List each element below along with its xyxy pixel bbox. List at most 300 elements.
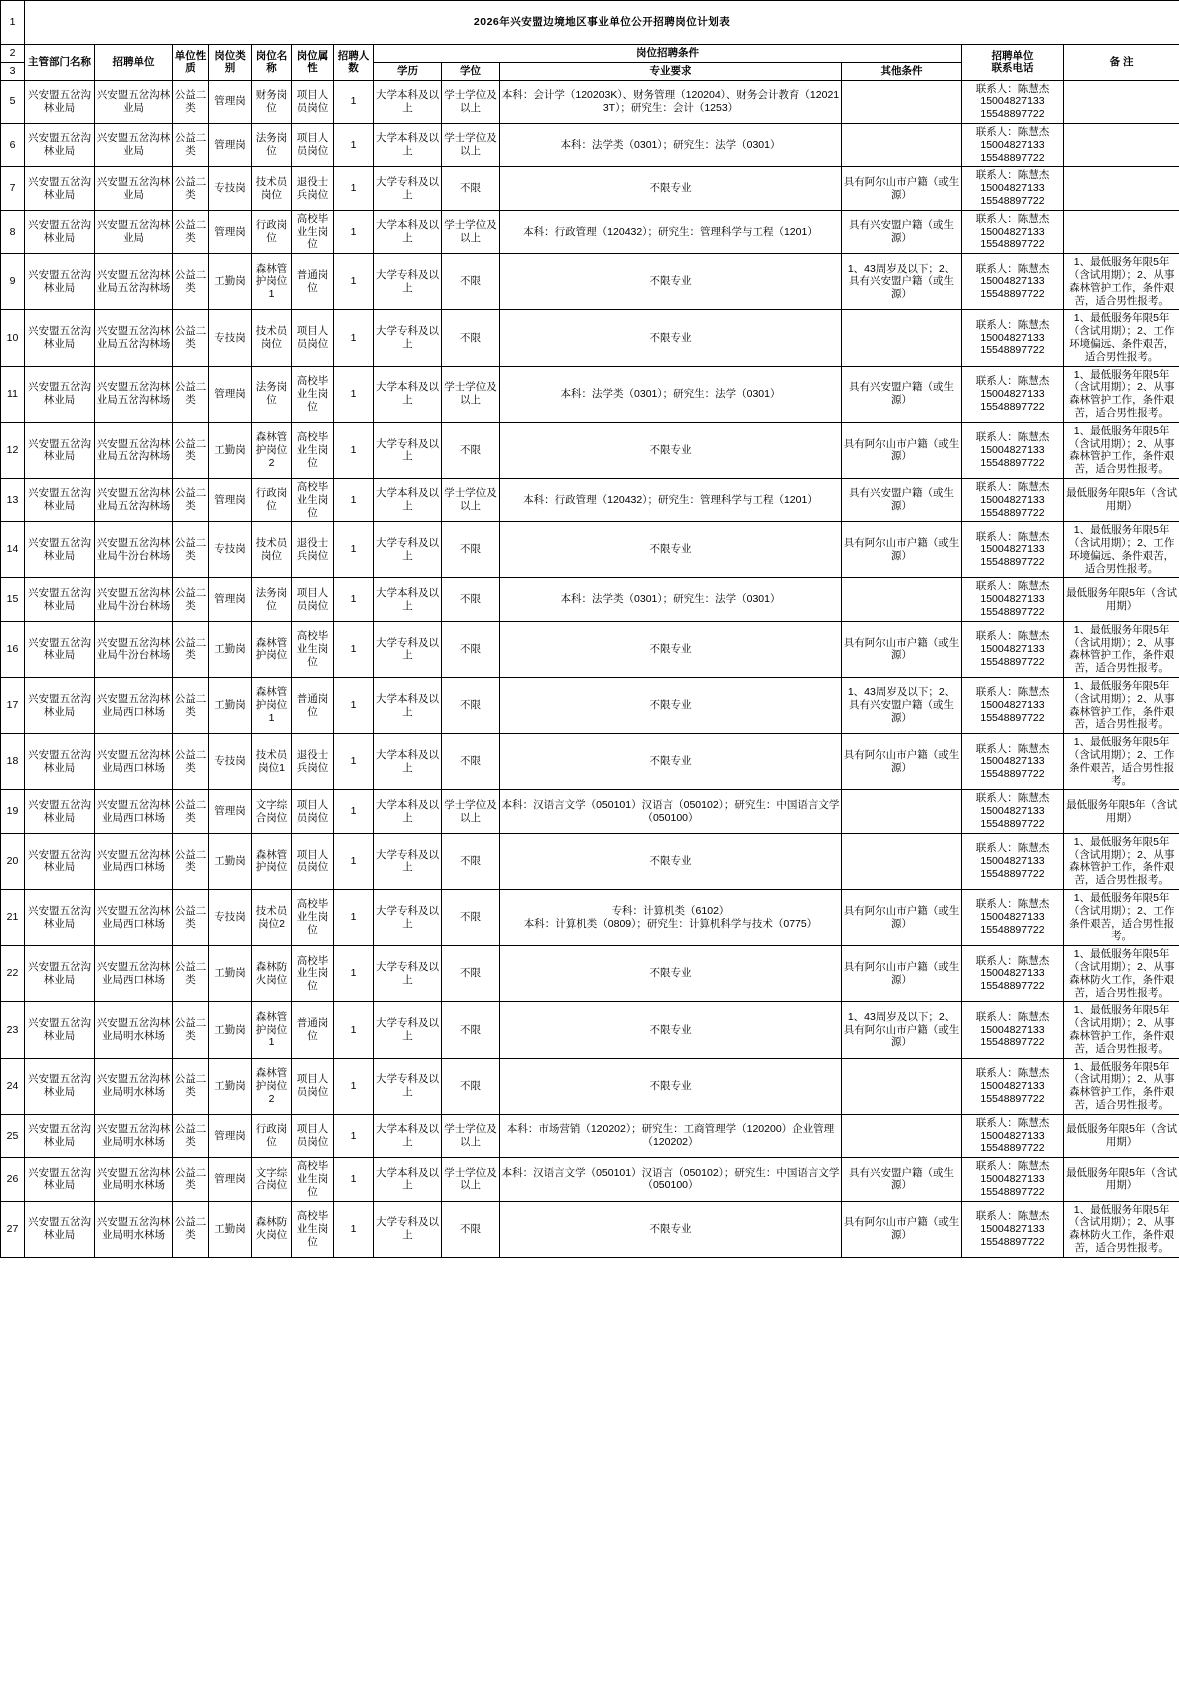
cell-phone: 联系人：陈慧杰 15004827133 15548897722 — [962, 123, 1064, 166]
cell-other — [842, 123, 962, 166]
cell-education: 大学专科及以上 — [374, 946, 442, 1002]
cell-dept: 兴安盟五岔沟林业局 — [25, 833, 95, 889]
cell-nature: 公益二类 — [173, 734, 209, 790]
cell-category: 工勤岗 — [209, 946, 252, 1002]
cell-major: 不限专业 — [500, 422, 842, 478]
cell-nature: 公益二类 — [173, 167, 209, 210]
cell-phone: 联系人：陈慧杰 15004827133 15548897722 — [962, 578, 1064, 621]
cell-degree: 学士学位及以上 — [442, 123, 500, 166]
col-header-degree: 学位 — [442, 62, 500, 80]
col-header-education: 学历 — [374, 62, 442, 80]
row-number: 10 — [1, 310, 25, 366]
cell-unit: 兴安盟五岔沟林业局五岔沟林场 — [95, 478, 173, 521]
cell-degree: 不限 — [442, 734, 500, 790]
cell-attribute: 高校毕业生岗位 — [292, 422, 334, 478]
cell-count: 1 — [334, 1058, 374, 1114]
cell-major: 不限专业 — [500, 621, 842, 677]
row-number: 21 — [1, 890, 25, 946]
col-header-group-conditions: 岗位招聘条件 — [374, 45, 962, 63]
row-number: 26 — [1, 1158, 25, 1201]
cell-phone: 联系人：陈慧杰 15004827133 15548897722 — [962, 621, 1064, 677]
cell-nature: 公益二类 — [173, 123, 209, 166]
table-row — [1, 1158, 1179, 1201]
page-title: 2026年兴安盟边境地区事业单位公开招聘岗位计划表 — [25, 1, 1179, 45]
cell-count: 1 — [334, 578, 374, 621]
cell-attribute: 高校毕业生岗位 — [292, 946, 334, 1002]
cell-phone: 联系人：陈慧杰 15004827133 15548897722 — [962, 167, 1064, 210]
col-header-major: 专业要求 — [500, 62, 842, 80]
cell-category: 管理岗 — [209, 123, 252, 166]
table-row — [1, 522, 1179, 578]
cell-dept: 兴安盟五岔沟林业局 — [25, 210, 95, 253]
row-number: 6 — [1, 123, 25, 166]
cell-nature: 公益二类 — [173, 478, 209, 521]
cell-phone: 联系人：陈慧杰 15004827133 15548897722 — [962, 890, 1064, 946]
cell-major: 本科：法学类（0301）；研究生：法学（0301） — [500, 366, 842, 422]
cell-education: 大学专科及以上 — [374, 167, 442, 210]
cell-attribute: 普通岗位 — [292, 254, 334, 310]
col-header-phone-line1: 招聘单位 — [991, 49, 1034, 62]
cell-jobname: 技术员岗位 — [252, 167, 292, 210]
cell-jobname: 森林管护岗位1 — [252, 678, 292, 734]
cell-other: 具有阿尔山市户籍（或生源） — [842, 890, 962, 946]
cell-dept: 兴安盟五岔沟林业局 — [25, 678, 95, 734]
cell-phone: 联系人：陈慧杰 15004827133 15548897722 — [962, 422, 1064, 478]
table-row — [1, 621, 1179, 677]
cell-phone: 联系人：陈慧杰 15004827133 15548897722 — [962, 946, 1064, 1002]
cell-degree: 学士学位及以上 — [442, 790, 500, 833]
cell-nature: 公益二类 — [173, 1114, 209, 1157]
row-number: 12 — [1, 422, 25, 478]
cell-nature: 公益二类 — [173, 1201, 209, 1257]
col-header-unit: 招聘单位 — [95, 45, 173, 81]
cell-phone: 联系人：陈慧杰 15004827133 15548897722 — [962, 1158, 1064, 1201]
cell-unit: 兴安盟五岔沟林业局明水林场 — [95, 1114, 173, 1157]
header-row-top — [1, 45, 1179, 63]
cell-unit: 兴安盟五岔沟林业局西口林场 — [95, 678, 173, 734]
cell-dept: 兴安盟五岔沟林业局 — [25, 522, 95, 578]
cell-other: 具有兴安盟户籍（或生源） — [842, 1158, 962, 1201]
cell-nature: 公益二类 — [173, 678, 209, 734]
cell-major: 本科：法学类（0301）；研究生：法学（0301） — [500, 578, 842, 621]
cell-education: 大学本科及以上 — [374, 366, 442, 422]
cell-degree: 不限 — [442, 890, 500, 946]
cell-attribute: 高校毕业生岗位 — [292, 1158, 334, 1201]
cell-degree: 不限 — [442, 678, 500, 734]
cell-attribute: 普通岗位 — [292, 678, 334, 734]
cell-other: 1、43周岁及以下；2、具有兴安盟户籍（或生源） — [842, 254, 962, 310]
cell-attribute: 项目人员岗位 — [292, 578, 334, 621]
cell-count: 1 — [334, 254, 374, 310]
cell-major: 不限专业 — [500, 522, 842, 578]
cell-dept: 兴安盟五岔沟林业局 — [25, 123, 95, 166]
cell-education: 大学本科及以上 — [374, 1158, 442, 1201]
cell-count: 1 — [334, 1114, 374, 1157]
cell-count: 1 — [334, 123, 374, 166]
cell-jobname: 森林管护岗位1 — [252, 1002, 292, 1058]
cell-attribute: 项目人员岗位 — [292, 310, 334, 366]
cell-count: 1 — [334, 734, 374, 790]
cell-dept: 兴安盟五岔沟林业局 — [25, 80, 95, 123]
cell-jobname: 行政岗位 — [252, 210, 292, 253]
cell-remark — [1064, 80, 1179, 123]
table-body — [1, 1, 1179, 1258]
cell-remark — [1064, 123, 1179, 166]
table-row — [1, 890, 1179, 946]
cell-degree: 不限 — [442, 1002, 500, 1058]
cell-remark: 最低服务年限5年（含试用期） — [1064, 790, 1179, 833]
row-number-1: 1 — [1, 1, 25, 45]
cell-education: 大学专科及以上 — [374, 422, 442, 478]
cell-nature: 公益二类 — [173, 1158, 209, 1201]
cell-degree: 学士学位及以上 — [442, 478, 500, 521]
cell-other: 1、43周岁及以下；2、具有兴安盟户籍（或生源） — [842, 678, 962, 734]
cell-count: 1 — [334, 946, 374, 1002]
row-number: 18 — [1, 734, 25, 790]
cell-remark — [1064, 210, 1179, 253]
table-row — [1, 478, 1179, 521]
cell-other — [842, 1058, 962, 1114]
cell-degree: 不限 — [442, 167, 500, 210]
row-number: 17 — [1, 678, 25, 734]
cell-category: 管理岗 — [209, 1114, 252, 1157]
cell-attribute: 高校毕业生岗位 — [292, 210, 334, 253]
cell-count: 1 — [334, 1158, 374, 1201]
cell-jobname: 森林管护岗位 — [252, 833, 292, 889]
cell-nature: 公益二类 — [173, 210, 209, 253]
cell-count: 1 — [334, 833, 374, 889]
cell-other: 具有阿尔山市户籍（或生源） — [842, 522, 962, 578]
cell-nature: 公益二类 — [173, 422, 209, 478]
cell-attribute: 高校毕业生岗位 — [292, 478, 334, 521]
cell-education: 大学本科及以上 — [374, 478, 442, 521]
cell-unit: 兴安盟五岔沟林业局牛汾台林场 — [95, 522, 173, 578]
cell-dept: 兴安盟五岔沟林业局 — [25, 734, 95, 790]
cell-category: 专技岗 — [209, 734, 252, 790]
cell-remark: 1、最低服务年限5年（含试用期）；2、从事森林管护工作，条件艰苦，适合男性报考。 — [1064, 833, 1179, 889]
cell-remark: 1、最低服务年限5年（含试用期）；2、工作环境偏远、条件艰苦，适合男性报考。 — [1064, 310, 1179, 366]
cell-unit: 兴安盟五岔沟林业局明水林场 — [95, 1002, 173, 1058]
cell-attribute: 项目人员岗位 — [292, 833, 334, 889]
cell-attribute: 项目人员岗位 — [292, 123, 334, 166]
row-number: 20 — [1, 833, 25, 889]
cell-count: 1 — [334, 210, 374, 253]
cell-degree: 不限 — [442, 578, 500, 621]
cell-remark: 最低服务年限5年（含试用期） — [1064, 1158, 1179, 1201]
cell-nature: 公益二类 — [173, 366, 209, 422]
cell-remark — [1064, 167, 1179, 210]
cell-unit: 兴安盟五岔沟林业局 — [95, 80, 173, 123]
table-row — [1, 422, 1179, 478]
table-row — [1, 1201, 1179, 1257]
cell-unit: 兴安盟五岔沟林业局西口林场 — [95, 946, 173, 1002]
cell-remark: 1、最低服务年限5年（含试用期）；2、工作环境偏远、条件艰苦，适合男性报考。 — [1064, 522, 1179, 578]
cell-other: 1、43周岁及以下；2、具有阿尔山市户籍（或生源） — [842, 1002, 962, 1058]
cell-jobname: 文字综合岗位 — [252, 1158, 292, 1201]
col-header-nature: 单位性质 — [173, 45, 209, 81]
cell-degree: 不限 — [442, 621, 500, 677]
cell-jobname: 森林管护岗位2 — [252, 1058, 292, 1114]
cell-category: 工勤岗 — [209, 1201, 252, 1257]
cell-remark: 1、最低服务年限5年（含试用期）；2、工作条件艰苦，适合男性报考。 — [1064, 890, 1179, 946]
cell-other — [842, 310, 962, 366]
cell-education: 大学专科及以上 — [374, 254, 442, 310]
cell-nature: 公益二类 — [173, 790, 209, 833]
table-row — [1, 790, 1179, 833]
cell-dept: 兴安盟五岔沟林业局 — [25, 167, 95, 210]
cell-unit: 兴安盟五岔沟林业局牛汾台林场 — [95, 621, 173, 677]
cell-attribute: 项目人员岗位 — [292, 80, 334, 123]
cell-unit: 兴安盟五岔沟林业局明水林场 — [95, 1201, 173, 1257]
cell-other: 具有阿尔山市户籍（或生源） — [842, 1201, 962, 1257]
cell-degree: 学士学位及以上 — [442, 366, 500, 422]
cell-nature: 公益二类 — [173, 1002, 209, 1058]
cell-count: 1 — [334, 478, 374, 521]
cell-phone: 联系人：陈慧杰 15004827133 15548897722 — [962, 1114, 1064, 1157]
cell-major: 不限专业 — [500, 310, 842, 366]
cell-count: 1 — [334, 1201, 374, 1257]
table-row — [1, 1058, 1179, 1114]
cell-attribute: 高校毕业生岗位 — [292, 366, 334, 422]
cell-nature: 公益二类 — [173, 890, 209, 946]
cell-major: 本科：法学类（0301）；研究生：法学（0301） — [500, 123, 842, 166]
cell-degree: 不限 — [442, 254, 500, 310]
cell-major: 不限专业 — [500, 1002, 842, 1058]
cell-degree: 学士学位及以上 — [442, 1114, 500, 1157]
cell-dept: 兴安盟五岔沟林业局 — [25, 1114, 95, 1157]
cell-remark: 1、最低服务年限5年（含试用期）；2、从事森林管护工作，条件艰苦，适合男性报考。 — [1064, 621, 1179, 677]
cell-other: 具有兴安盟户籍（或生源） — [842, 366, 962, 422]
cell-unit: 兴安盟五岔沟林业局西口林场 — [95, 734, 173, 790]
table-row — [1, 254, 1179, 310]
cell-remark: 1、最低服务年限5年（含试用期）；2、从事森林防火工作，条件艰苦，适合男性报考。 — [1064, 946, 1179, 1002]
cell-major: 本科：行政管理（120432）；研究生：管理科学与工程（1201） — [500, 478, 842, 521]
cell-count: 1 — [334, 366, 374, 422]
cell-count: 1 — [334, 890, 374, 946]
cell-jobname: 法务岗位 — [252, 123, 292, 166]
cell-unit: 兴安盟五岔沟林业局 — [95, 123, 173, 166]
col-header-remark: 备 注 — [1064, 45, 1179, 81]
cell-major: 本科：汉语言文学（050101）汉语言（050102）；研究生：中国语言文学（050100） — [500, 790, 842, 833]
cell-unit: 兴安盟五岔沟林业局五岔沟林场 — [95, 310, 173, 366]
cell-category: 专技岗 — [209, 522, 252, 578]
cell-other: 具有阿尔山市户籍（或生源） — [842, 734, 962, 790]
cell-phone: 联系人：陈慧杰 15004827133 15548897722 — [962, 1201, 1064, 1257]
cell-phone: 联系人：陈慧杰 15004827133 15548897722 — [962, 310, 1064, 366]
cell-jobname: 技术员岗位 — [252, 310, 292, 366]
cell-degree: 不限 — [442, 833, 500, 889]
col-header-count: 招聘人数 — [334, 45, 374, 81]
cell-jobname: 行政岗位 — [252, 1114, 292, 1157]
cell-degree: 不限 — [442, 1201, 500, 1257]
cell-attribute: 项目人员岗位 — [292, 1114, 334, 1157]
row-number: 19 — [1, 790, 25, 833]
row-number-2: 2 — [1, 45, 25, 63]
cell-count: 1 — [334, 1002, 374, 1058]
cell-remark: 最低服务年限5年（含试用期） — [1064, 478, 1179, 521]
cell-other — [842, 578, 962, 621]
cell-education: 大学本科及以上 — [374, 734, 442, 790]
table-row — [1, 734, 1179, 790]
cell-major: 不限专业 — [500, 1058, 842, 1114]
cell-dept: 兴安盟五岔沟林业局 — [25, 946, 95, 1002]
cell-other — [842, 80, 962, 123]
cell-education: 大学专科及以上 — [374, 1058, 442, 1114]
cell-degree: 不限 — [442, 522, 500, 578]
cell-phone: 联系人：陈慧杰 15004827133 15548897722 — [962, 478, 1064, 521]
cell-count: 1 — [334, 522, 374, 578]
cell-jobname: 财务岗位 — [252, 80, 292, 123]
cell-count: 1 — [334, 422, 374, 478]
cell-degree: 学士学位及以上 — [442, 1158, 500, 1201]
cell-major: 不限专业 — [500, 833, 842, 889]
cell-remark: 1、最低服务年限5年（含试用期）；2、从事森林管护工作，条件艰苦，适合男性报考。 — [1064, 1002, 1179, 1058]
row-number: 13 — [1, 478, 25, 521]
cell-dept: 兴安盟五岔沟林业局 — [25, 366, 95, 422]
cell-degree: 不限 — [442, 310, 500, 366]
col-header-attribute: 岗位属性 — [292, 45, 334, 81]
cell-education: 大学本科及以上 — [374, 80, 442, 123]
cell-count: 1 — [334, 790, 374, 833]
cell-other: 具有兴安盟户籍（或生源） — [842, 210, 962, 253]
cell-remark: 1、最低服务年限5年（含试用期）；2、从事森林管护工作，条件艰苦，适合男性报考。 — [1064, 366, 1179, 422]
cell-major: 专科：计算机类（6102） 本科：计算机类（0809）；研究生：计算机科学与技术（0775） — [500, 890, 842, 946]
cell-phone: 联系人：陈慧杰 15004827133 15548897722 — [962, 1058, 1064, 1114]
cell-degree: 不限 — [442, 946, 500, 1002]
cell-other: 具有阿尔山市户籍（或生源） — [842, 422, 962, 478]
cell-major: 本科：汉语言文学（050101）汉语言（050102）；研究生：中国语言文学（050100） — [500, 1158, 842, 1201]
cell-phone: 联系人：陈慧杰 15004827133 15548897722 — [962, 80, 1064, 123]
cell-unit: 兴安盟五岔沟林业局五岔沟林场 — [95, 366, 173, 422]
cell-major: 本科：会计学（120203K）、财务管理（120204）、财务会计教育（120213T）；研究生：会计（1253） — [500, 80, 842, 123]
row-number: 27 — [1, 1201, 25, 1257]
cell-nature: 公益二类 — [173, 80, 209, 123]
cell-phone: 联系人：陈慧杰 15004827133 15548897722 — [962, 734, 1064, 790]
cell-count: 1 — [334, 310, 374, 366]
cell-degree: 学士学位及以上 — [442, 210, 500, 253]
cell-jobname: 文字综合岗位 — [252, 790, 292, 833]
cell-jobname: 森林管护岗位 — [252, 621, 292, 677]
table-row — [1, 678, 1179, 734]
cell-count: 1 — [334, 167, 374, 210]
cell-jobname: 技术员岗位 — [252, 522, 292, 578]
cell-unit: 兴安盟五岔沟林业局牛汾台林场 — [95, 578, 173, 621]
row-number: 25 — [1, 1114, 25, 1157]
cell-attribute: 高校毕业生岗位 — [292, 890, 334, 946]
cell-phone: 联系人：陈慧杰 15004827133 15548897722 — [962, 366, 1064, 422]
cell-remark: 1、最低服务年限5年（含试用期）；2、从事森林管护工作，条件艰苦，适合男性报考。 — [1064, 678, 1179, 734]
cell-education: 大学专科及以上 — [374, 522, 442, 578]
cell-nature: 公益二类 — [173, 833, 209, 889]
row-number: 11 — [1, 366, 25, 422]
cell-unit: 兴安盟五岔沟林业局西口林场 — [95, 833, 173, 889]
cell-phone: 联系人：陈慧杰 15004827133 15548897722 — [962, 522, 1064, 578]
cell-other: 具有兴安盟户籍（或生源） — [842, 478, 962, 521]
col-header-phone-line2: 联系电话 — [991, 62, 1034, 75]
cell-attribute: 普通岗位 — [292, 1002, 334, 1058]
cell-phone: 联系人：陈慧杰 15004827133 15548897722 — [962, 210, 1064, 253]
cell-other — [842, 833, 962, 889]
cell-education: 大学专科及以上 — [374, 310, 442, 366]
cell-category: 管理岗 — [209, 478, 252, 521]
cell-education: 大学本科及以上 — [374, 1114, 442, 1157]
table-row — [1, 833, 1179, 889]
cell-nature: 公益二类 — [173, 254, 209, 310]
cell-attribute: 高校毕业生岗位 — [292, 1201, 334, 1257]
cell-phone: 联系人：陈慧杰 15004827133 15548897722 — [962, 790, 1064, 833]
cell-dept: 兴安盟五岔沟林业局 — [25, 1158, 95, 1201]
row-number: 16 — [1, 621, 25, 677]
table-row — [1, 80, 1179, 123]
col-header-other: 其他条件 — [842, 62, 962, 80]
cell-remark: 最低服务年限5年（含试用期） — [1064, 578, 1179, 621]
row-number: 14 — [1, 522, 25, 578]
cell-category: 工勤岗 — [209, 422, 252, 478]
cell-other — [842, 1114, 962, 1157]
cell-category: 工勤岗 — [209, 254, 252, 310]
cell-category: 工勤岗 — [209, 678, 252, 734]
row-number-3: 3 — [1, 62, 25, 80]
cell-education: 大学本科及以上 — [374, 790, 442, 833]
cell-dept: 兴安盟五岔沟林业局 — [25, 1002, 95, 1058]
cell-major: 不限专业 — [500, 167, 842, 210]
cell-attribute: 项目人员岗位 — [292, 790, 334, 833]
cell-jobname: 森林管护岗位1 — [252, 254, 292, 310]
cell-category: 管理岗 — [209, 1158, 252, 1201]
cell-education: 大学本科及以上 — [374, 678, 442, 734]
cell-remark: 1、最低服务年限5年（含试用期）；2、从事森林管护工作，条件艰苦，适合男性报考。 — [1064, 254, 1179, 310]
cell-jobname: 法务岗位 — [252, 366, 292, 422]
title-row — [1, 1, 1179, 45]
cell-dept: 兴安盟五岔沟林业局 — [25, 254, 95, 310]
cell-dept: 兴安盟五岔沟林业局 — [25, 790, 95, 833]
cell-remark: 1、最低服务年限5年（含试用期）；2、从事森林管护工作，条件艰苦，适合男性报考。 — [1064, 1058, 1179, 1114]
cell-dept: 兴安盟五岔沟林业局 — [25, 1201, 95, 1257]
cell-phone: 联系人：陈慧杰 15004827133 15548897722 — [962, 254, 1064, 310]
cell-category: 工勤岗 — [209, 1058, 252, 1114]
table-row — [1, 578, 1179, 621]
cell-other: 具有阿尔山市户籍（或生源） — [842, 621, 962, 677]
cell-category: 管理岗 — [209, 578, 252, 621]
cell-jobname: 森林管护岗位2 — [252, 422, 292, 478]
cell-category: 管理岗 — [209, 790, 252, 833]
cell-major: 不限专业 — [500, 254, 842, 310]
cell-jobname: 森林防火岗位 — [252, 1201, 292, 1257]
cell-other — [842, 790, 962, 833]
cell-nature: 公益二类 — [173, 578, 209, 621]
cell-attribute: 项目人员岗位 — [292, 1058, 334, 1114]
cell-nature: 公益二类 — [173, 522, 209, 578]
cell-nature: 公益二类 — [173, 1058, 209, 1114]
table-row — [1, 123, 1179, 166]
cell-category: 专技岗 — [209, 310, 252, 366]
cell-dept: 兴安盟五岔沟林业局 — [25, 422, 95, 478]
cell-attribute: 退役士兵岗位 — [292, 522, 334, 578]
cell-unit: 兴安盟五岔沟林业局明水林场 — [95, 1058, 173, 1114]
cell-degree: 学士学位及以上 — [442, 80, 500, 123]
cell-major: 不限专业 — [500, 1201, 842, 1257]
cell-category: 工勤岗 — [209, 1002, 252, 1058]
cell-jobname: 行政岗位 — [252, 478, 292, 521]
cell-category: 专技岗 — [209, 167, 252, 210]
cell-attribute: 退役士兵岗位 — [292, 734, 334, 790]
cell-major: 不限专业 — [500, 734, 842, 790]
cell-category: 管理岗 — [209, 366, 252, 422]
cell-nature: 公益二类 — [173, 621, 209, 677]
cell-unit: 兴安盟五岔沟林业局五岔沟林场 — [95, 254, 173, 310]
table-row — [1, 1114, 1179, 1157]
cell-count: 1 — [334, 621, 374, 677]
